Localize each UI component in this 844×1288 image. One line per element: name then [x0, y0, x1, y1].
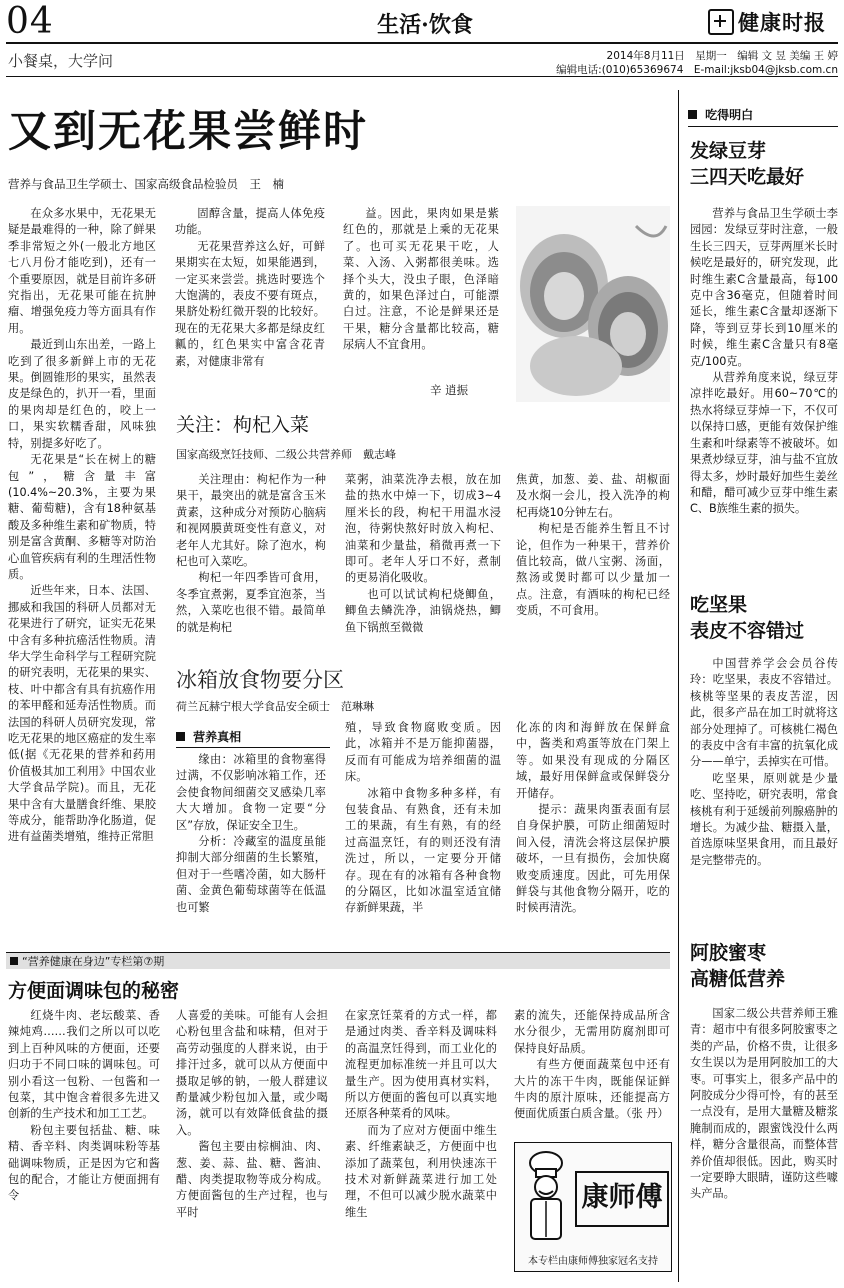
chef-mascot-icon	[523, 1151, 569, 1243]
masthead-logo-icon	[708, 9, 734, 35]
paragraph: 提示：蔬果肉蛋表面有层自身保护膜，可防止细菌短时间入侵，清洗会将这层保护膜破坏，一旦有损伤，会加快腐败变质速度。因此，可先用保鲜袋与其他食物分隔开，吃的时候再清洗。	[516, 803, 670, 915]
goji-col1	[176, 472, 326, 656]
fridge-col2	[345, 720, 501, 948]
contact-line: 编辑电话:(010)65369674 E-mail:jksb04@jksb.com.cn	[556, 64, 838, 76]
fig-photo	[516, 206, 670, 402]
goji-byline: 国家高级烹饪技师、二级公共营养师 戴志峰	[176, 448, 396, 461]
seasoning-col3	[345, 1008, 497, 1276]
paragraph: 关注理由：枸杞作为一种果干，最突出的就是富含玉米黄素，这种成分对预防心脑病和视网膜黄斑变性有意义，对老年人尤其好。除了泡水，枸杞也可入菜吃。	[176, 473, 326, 569]
main-article-col1	[8, 206, 156, 952]
paragraph: 中国营养学会会员谷传玲：吃坚果，表皮不容错过。核桃等坚果的表皮苦涩，因此，很多产品在加工时就将这部分处理掉了。可核桃仁褐色的表皮中含有丰富的抗氧化成分——单宁，丢掉实在可惜。	[690, 657, 838, 769]
paragraph: 化冻的肉和海鲜放在保鲜盒中，酱类和鸡蛋等放在门架上等。如果没有现成的分隔区域，最好用保鲜盒或保鲜袋分开储存。	[516, 721, 670, 800]
paragraph: 分析：冷藏室的温度虽能抑制大部分细菌的生长繁殖，但对于一些嗜冷菌，如大肠杆菌、金黄色葡萄球菌等在低温也可繁	[176, 835, 326, 914]
paragraph: 营养与食品卫生学硕士李园园：发绿豆芽时注意，一般生长三四天，豆芽两厘米长时候吃是最好的，研究发现，此时维生素C含量最高，每100克中含36毫克，但随着时间延长，维生素C含量却逐渐下降，等到豆芽长到10厘米的时候，维生素C含量只有8毫克/100克。	[690, 207, 838, 368]
paragraph: 近些年来，日本、法国、挪威和我国的科研人员都对无花果进行了研究，证实无花果中含有多种抗癌活性物质。清华大学生命科学与工程研究院的研究表明，无花果的果实、枝、叶中都含有具有抗癌作用的苯甲醛和延寿活性物质。而法国的科研人员研究发现，常吃无花果的地区癌症的发生率低(据《无花果的营养和药用价值极其加工利用》中国农业大学食品学院)。而且，无花果中含有大量膳食纤维、果胶等成分，能帮助净化肠道，促进有益菌类增殖，维持正常胆	[8, 584, 156, 844]
fridge-title: 冰箱放食物要分区	[176, 668, 344, 692]
goji-col2	[345, 472, 501, 656]
goji-col3	[516, 472, 670, 656]
paragraph: 缘由：冰箱里的食物塞得过满，不仅影响冰箱工作，还会使食物间细菌交叉感染几率大大增加。食物一定要“分区”存放，保证安全卫生。	[176, 753, 326, 832]
paragraph: 酱包主要由棕榈油、肉、葱、姜、蒜、盐、糖、酱油、醋、肉类提取物等成分构成。方便面酱包的生产过程，也与平时	[176, 1140, 328, 1219]
column-divider	[678, 90, 679, 1282]
sidebar-tag: 吃得明白	[688, 104, 838, 127]
header-rule-2	[6, 76, 838, 77]
paragraph: 有些方便面蔬菜包中还有大片的冻干牛肉，既能保证鲜牛肉的原汁原味，还能提高方便面优质蛋白质含量。（张 丹）	[514, 1058, 670, 1121]
sprouts-body	[690, 206, 838, 584]
paragraph: 而为了应对方便面中维生素、纤维素缺乏，方便面中也添加了蔬菜包，利用快速冻干技术对新鲜蔬菜进行加工处理，不但可以减少脱水蔬菜中维生	[345, 1123, 497, 1219]
paragraph: 殖，导致食物腐败变质。因此，冰箱并不是万能抑菌器，反而有可能成为培养细菌的温床。	[345, 721, 501, 784]
sprouts-title: 发绿豆芽 三四天吃最好	[690, 140, 805, 188]
fridge-col3	[516, 720, 670, 948]
fridge-tag: 营养真相	[176, 726, 330, 748]
paragraph: 枸杞是否能养生暂且不讨论，但作为一种果干，营养价值比较高，做八宝粥、汤面，熬汤或煲时都可以少量加一点。注意，有酒味的枸杞已经变质，不可食用。	[516, 522, 670, 618]
paragraph: 国家二级公共营养师王雅青：超市中有很多阿胶蜜枣之类的产品，价格不贵，让很多女生误以为是用阿胶加工的大枣。可事实上，很多产品中的阿胶成分少得可怜，有的甚至一点没有，是用大量糖及糖浆腌制而成的，跟蜜饯没什么两样，糖分含量很高，而整体营养价值却很低。因此，购买时一定要睁大眼睛，谨防这些噱头产品。	[690, 1007, 838, 1201]
paragraph: 无花果是“长在树上的糖包”，糖含量丰富(10.4%~20.3%，主要为果糖、葡萄糖)，含有18种氨基酸及多种维生素和矿物质，特别是富含黄酮、多糖等对防治心血管疾病有利的生理活性物质。	[8, 453, 156, 581]
paragraph: 人喜爱的美味。可能有人会担心粉包里含盐和味精，但对于高劳动强度的人群来说，由于排汗过多，就可以从方便面中摄取足够的钠，一般人群建议酌量减少粉包加入量，或少喝汤，就可以有效降低食盐的摄入。	[176, 1009, 328, 1137]
paragraph: 菜粥，油菜洗净去根，放在加盐的热水中焯一下，切成3~4厘米长的段，枸杞干用温水浸泡，待粥快熬好时放入枸杞、油菜和少量盐，稍微再煮一下即可。老年人牙口不好，煮制的更易消化吸收。	[345, 473, 501, 585]
column-name: 小餐桌，大学问	[8, 52, 114, 70]
paragraph: 无花果营养这么好，可鲜果期实在太短，如果能遇到，一定买来尝尝。挑选时要选个大饱满的，表皮不要有斑点，果脐处粉红微开裂的比较好。现在的无花果大多都是绿皮红瓤的，红色果实中富含花青素，对健康非常有	[175, 239, 325, 368]
seasoning-series-bar: “营养健康在身边”专栏第⑦期	[6, 952, 670, 969]
page-number: 04	[6, 1, 54, 42]
main-article-col2	[175, 206, 325, 402]
header-rule	[6, 42, 838, 44]
ejiao-body	[690, 1006, 838, 1282]
nuts-title: 吃坚果 表皮不容错过	[690, 594, 805, 642]
sponsor-note: 本专栏由康师傅独家冠名支持	[528, 1256, 658, 1267]
main-article-col3	[343, 206, 499, 384]
paragraph: 枸杞一年四季皆可食用，冬季宜煮粥，夏季宜泡茶，当然，入菜吃也很不错。最简单的就是枸杞	[176, 571, 326, 634]
paragraph: 固醇含量，提高人体免疫功能。	[175, 207, 325, 237]
square-bullet-icon	[10, 957, 18, 965]
paragraph: 也可以试试枸杞烧鲫鱼，鲫鱼去鳞洗净，油锅烧热，鲫鱼下锅煎至微微	[345, 587, 501, 634]
fridge-byline: 荷兰瓦赫宁根大学食品安全硕士 范琳琳	[176, 700, 374, 713]
main-article-editor: 辛 逍振	[430, 383, 469, 397]
seasoning-col1	[8, 1008, 160, 1276]
paragraph: 在众多水果中，无花果无疑是最难得的一种，除了鲜果季非常短之外(一般北方地区七八月份才能吃到)，还有一个重要原因，就是目前许多研究指出，无花果可能在抗肿瘤、增强免疫力等方面具有作用。	[8, 207, 156, 335]
sponsor-brand: 康师傅	[575, 1171, 669, 1227]
paragraph: 在家烹饪菜肴的方式一样，都是通过肉类、香辛料及调味料的高温烹饪得到，而工业化的流程更加标准统一并且可以大量生产。因为使用真材实料，所以方便面的酱包可以真实地还原各种菜肴的风味。	[345, 1009, 497, 1121]
sponsor-box	[514, 1142, 672, 1272]
seasoning-col4	[514, 1008, 670, 1140]
paragraph: 焦黄，加葱、姜、盐、胡椒面及水焖一会儿，投入洗净的枸杞再烧10分钟左右。	[516, 473, 670, 519]
ejiao-title: 阿胶蜜枣 高糖低营养	[690, 942, 786, 990]
fridge-col1	[176, 752, 326, 948]
paragraph: 益。因此，果肉如果是紫红色的，那就是上乘的无花果了。也可买无花果干吃，人菜、入汤、入粥都很美味。选择个头大，没虫子眼，色泽暗黄的，如果色泽过白，可能漂白过。注意，不论是鲜果还是干果，糖分含量都比较高，糖尿病人不宜食用。	[343, 207, 499, 352]
square-bullet-icon	[176, 732, 185, 741]
section-title: 生活·饮食	[377, 12, 473, 38]
main-article-byline: 营养与食品卫生学硕士、国家高级食品检验员 王 楠	[8, 177, 284, 191]
seasoning-col2	[176, 1008, 328, 1276]
seasoning-title: 方便面调味包的秘密	[8, 980, 180, 1002]
main-article-title: 又到无花果尝鲜时	[8, 107, 368, 157]
paragraph: 素的流失，还能保持成品所含水分很少，无需用防腐剂即可保持良好品质。	[514, 1009, 670, 1055]
nuts-body	[690, 656, 838, 930]
paragraph: 从营养角度来说，绿豆芽凉拌吃最好。用60~70℃的热水将绿豆芽焯一下，不仅可以保持口感，更能有效保护维生素和叶绿素等不被破坏。如果煮炒绿豆芽，油与盐不宜放得太多，炒时最好加些生姜丝和醋，醋可减少豆芽中维生素C、B族维生素的损失。	[690, 371, 838, 516]
goji-title: 关注：枸杞入菜	[176, 414, 310, 436]
paragraph: 红烧牛肉、老坛酸菜、香辣炖鸡……我们之所以可以吃到上百种风味的方便面，还要归功于不同口味的调味包。可别小看这一包粉、一包酱和一包菜，其中饱含着很多先进又创新的生产技术和加工工艺。	[8, 1009, 160, 1121]
square-bullet-icon	[688, 110, 697, 119]
paragraph: 吃坚果，原则就是少量吃、坚持吃，研究表明，常食核桃有利于延缓前列腺癌肿的增长。为减少盐、糖摄入量，首选原味坚果食用，而且最好是完整带壳的。	[690, 771, 838, 867]
paragraph: 粉包主要包括盐、糖、味精、香辛料、肉类调味粉等基础调味物质，正是因为它和酱包的配合，才能让方便面拥有令	[8, 1123, 160, 1203]
masthead: 健康时报	[708, 6, 838, 38]
paragraph: 冰箱中食物多种多样，有包装食品、有熟食，还有未加工的果蔬，有生有熟，有的经过高温烹饪，有的则还没有清洗过，所以，一定要分开储存。现在有的冰箱有各种食物的分隔区，比如冰温室适宜储存新鲜果蔬，半	[345, 786, 501, 915]
date-line: 2014年8月11日 星期一 编辑 文 昱 美编 王 婷	[606, 50, 838, 62]
paragraph: 最近到山东出差，一路上吃到了很多新鲜上市的无花果。倒圆锥形的果实，虽然表皮是绿色的，扒开一看，里面的果肉却是红色的，咬上一口，果实软糯香甜，风味独特，别提多好吃了。	[8, 338, 156, 450]
